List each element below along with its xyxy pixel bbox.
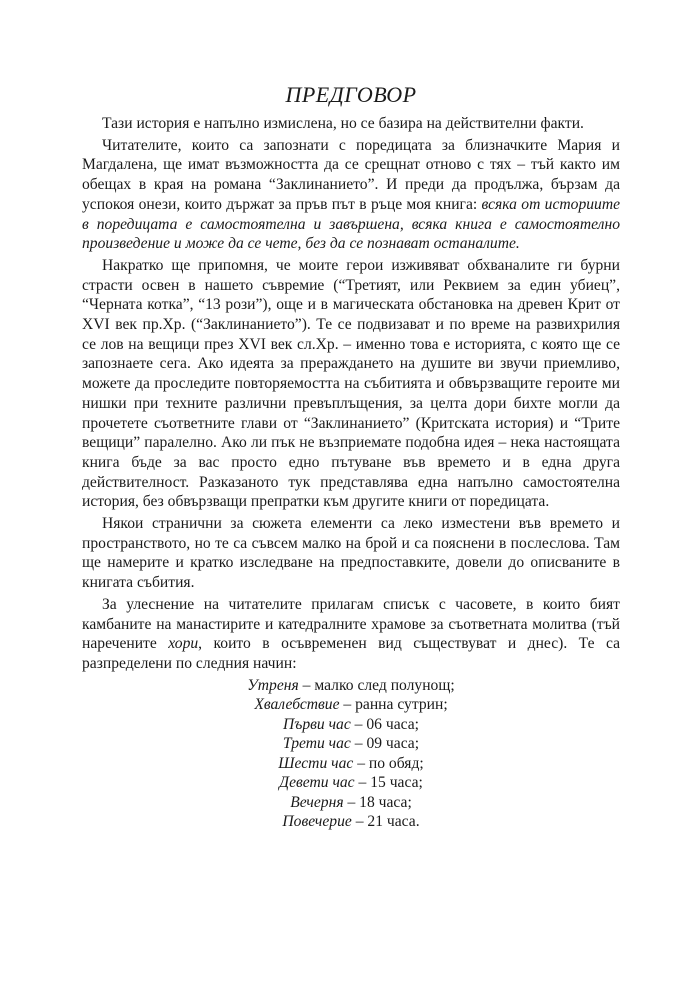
paragraph-4-text: Някои странични за сюжета елементи са леко изместени във времето и пространството, но те са съвсем малко на брой и са пояснени в послеслова. Там ще намерите и кратко изследване на предпоставките, довели до описваните в книгата събития. <box>82 515 620 592</box>
prayer-hour-time: – по обяд; <box>353 754 424 772</box>
prayer-hour-item <box>82 773 620 793</box>
prayer-hour-time: – малко след полунощ; <box>298 676 455 694</box>
prayer-hour-time: – 09 часа; <box>350 735 420 753</box>
prayer-hour-time: – 06 часа; <box>350 715 419 733</box>
paragraph-2-italic: всяка от историите в поредицата е самостоятелна и завършена, всяка книга е самостоятелно произведение и може да се чете, без да се познават останалите. <box>82 195 621 253</box>
prayer-hour-time: – 21 часа. <box>351 813 420 831</box>
prayer-hour-item <box>82 754 620 774</box>
prayer-hour-name: Шести час <box>278 754 354 772</box>
paragraph-3-text: Накратко ще припомня, че моите герои изживяват обхваналите ги бурни страсти освен в нашето съвремие (“Третият, или Реквием за един убиец”, “Черната котка”, “13 рози”), още и в магическата обстановка на древен Крит от XVI век пр.Хр. (“Заклинанието”). Те се подвизават и по време на развихрилия се лов на вещици през XVI век сл.Хр. – именно това е историята, с която ще се запознаете сега. Ако идеята за прераждането на душите ви звучи приемливо, можете да проследите повторяемостта на събитията и обвързващите героите ми нишки при техните различни превъплъщения, за целта дори бихте могли да прочетете съответните глави от “Заклинанието” (Критската история) и “Трите вещици” паралелно. Ако ли пък не възприемате подобна идея – нека настоящата книга бъде за вас просто едно пътуване във времето и в една друга действителност. Разказаното тук представлява една напълно самостоятелна история, без обвързващи препратки към другите книги от поредицата. <box>82 256 620 511</box>
prayer-hour-name: Хвалебствие <box>254 696 340 714</box>
prayer-hour-time: – 18 часа; <box>343 793 412 811</box>
prayer-hour-name: Утреня <box>247 676 299 694</box>
paragraph-2-text: Читателите, които са запознати с поредицата за близначките Мария и Магдалена, ще имат възможността да се срещнат отново с тях – тъй както им обещах в края на романа “Заклинанието”. И преди да продължа, бързам да успокоя онези, които държат за пръв път в ръце моя книга: <box>82 136 620 213</box>
prayer-hour-name: Девети час <box>279 774 355 792</box>
paragraph-5 <box>82 595 620 674</box>
prayer-hour-item <box>82 734 620 754</box>
prayer-hour-name: Първи час <box>283 715 351 733</box>
prayer-hour-name: Повечерие <box>282 813 352 831</box>
prayer-hour-name: Трети час <box>282 735 351 753</box>
paragraph-5-text-c: , които в осъвременен вид съществуват и днес). Те са разпределени по следния начин: <box>82 635 620 672</box>
page-title: ПРЕДГОВОР <box>285 82 417 107</box>
paragraph-1-text: Тази история е напълно измислена, но се базира на действителни факти. <box>102 115 584 132</box>
paragraph-1 <box>82 114 620 134</box>
prayer-hour-item <box>82 695 620 715</box>
prayer-hours-list <box>82 676 620 832</box>
paragraph-4 <box>82 514 620 593</box>
document-page <box>82 82 620 832</box>
prayer-hour-item <box>82 715 620 735</box>
prayer-hour-item <box>82 676 620 696</box>
prayer-hour-name: Вечерня <box>290 793 344 811</box>
prayer-hour-time: – ранна сутрин; <box>339 696 448 714</box>
paragraph-3 <box>82 256 620 512</box>
paragraph-5-text-a: За улеснение на читателите прилагам списък с часовете, в които бият камбаните на манастирите и катедралните храмове за съответната молитва (тъй наречените <box>82 595 620 653</box>
paragraph-5-italic: хори <box>168 635 199 653</box>
prayer-hour-time: – 15 часа; <box>354 774 423 792</box>
paragraph-2 <box>82 136 620 254</box>
prayer-hour-item <box>82 812 620 832</box>
prayer-hour-item <box>82 793 620 813</box>
